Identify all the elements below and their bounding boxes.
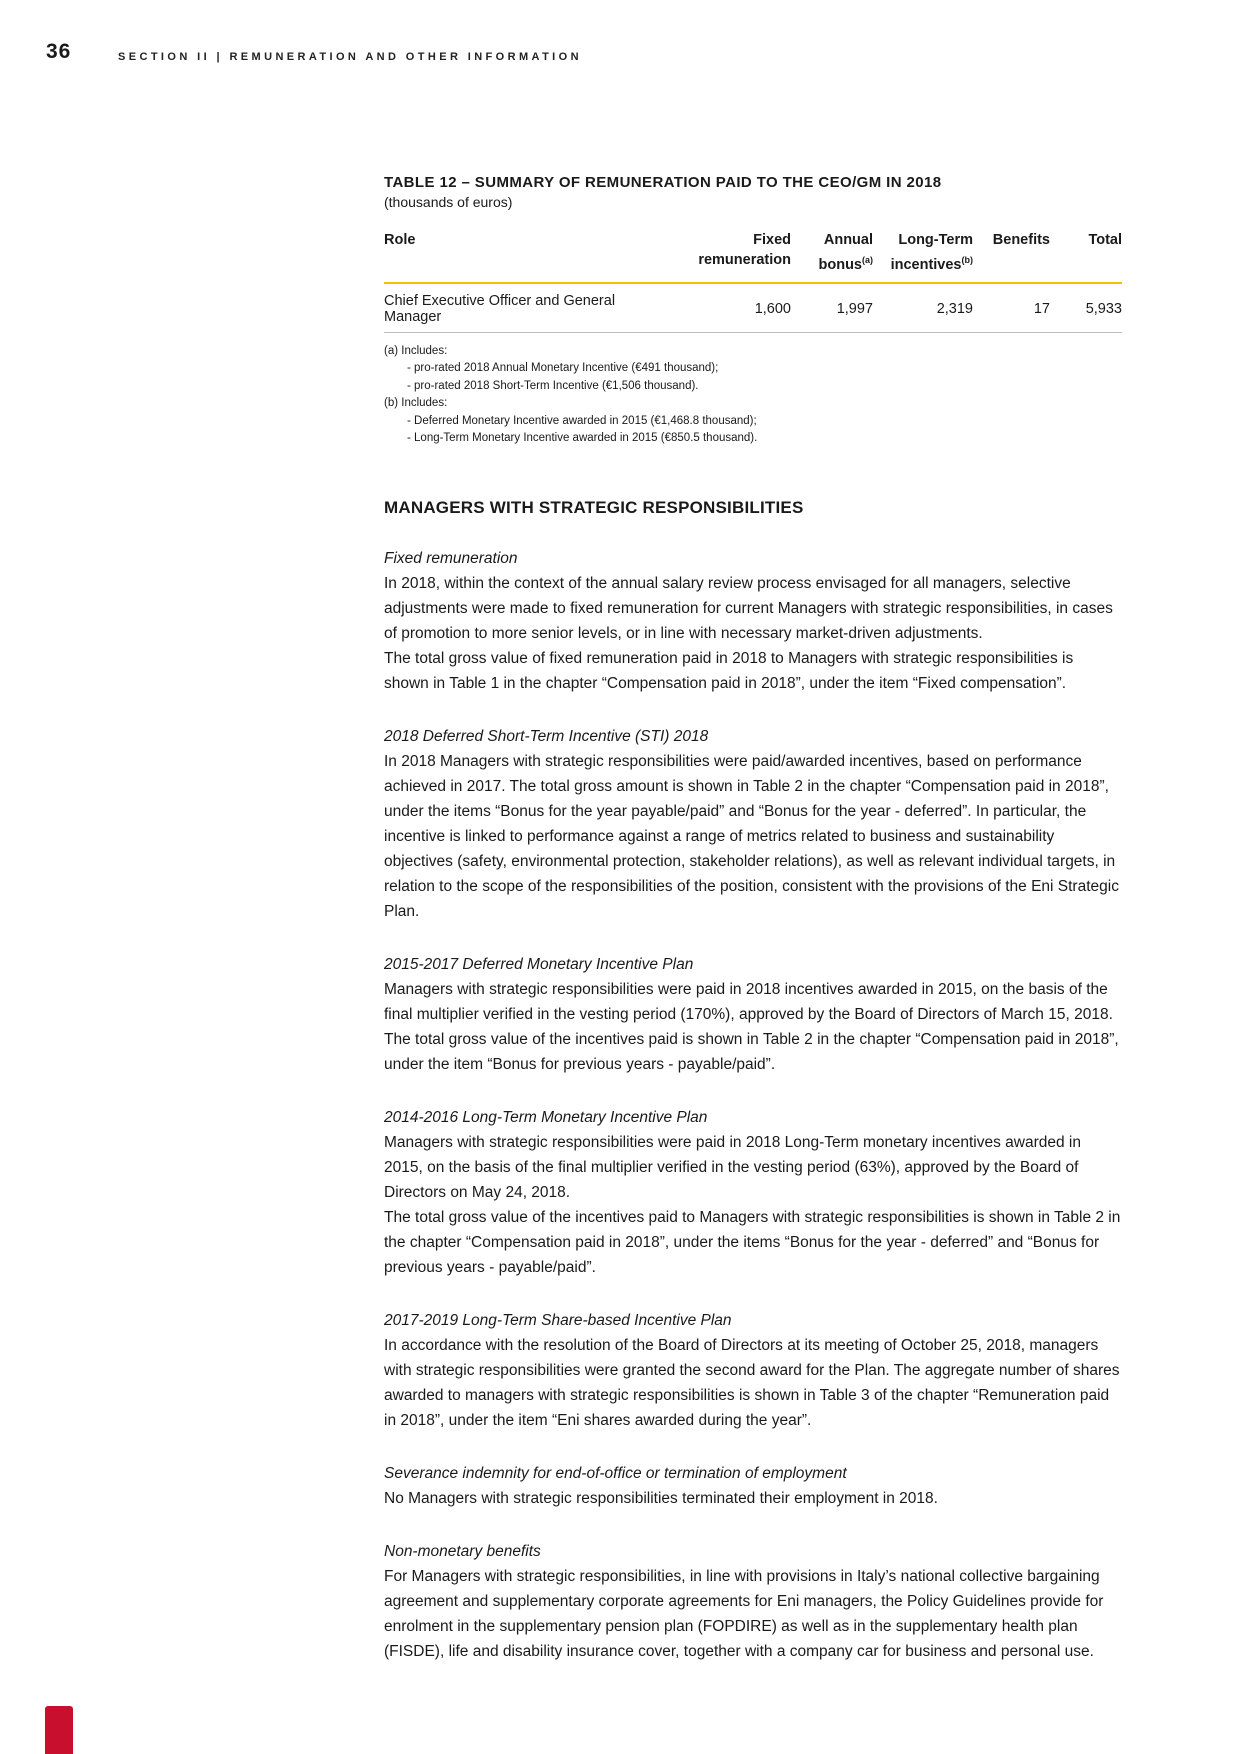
subsection-title: Severance indemnity for end-of-office or termination of employment <box>384 1464 847 1482</box>
subsection-title: 2014-2016 Long-Term Monetary Incentive Plan <box>384 1108 708 1126</box>
table-title: TABLE 12 – SUMMARY OF REMUNERATION PAID TO THE CEO/GM IN 2018 <box>384 174 942 191</box>
paragraph: The total gross value of fixed remuneration paid in 2018 to Managers with strategic responsibilities is shown in Table 1 in the chapter “Compensation paid in 2018”, under the item “Fixed compensation”. <box>384 649 1074 692</box>
column-header-benefits: Benefits <box>973 230 1050 283</box>
page-content <box>384 174 1122 1664</box>
column-header-annual <box>791 230 873 283</box>
paragraph: No Managers with strategic responsibilities terminated their employment in 2018. <box>384 1489 938 1507</box>
column-header-role: Role <box>384 230 673 283</box>
paragraph: The total gross value of the incentives paid to Managers with strategic responsibilities is shown in Table 2 in the chapter “Compensation paid in 2018”, under the items “Bonus for the year - deferred” and “Bonus for previous years - payable/paid”. <box>384 1208 1121 1276</box>
paragraph: In 2018 Managers with strategic responsibilities were paid/awarded incentives, based on performance achieved in 2017. The total gross amount is shown in Table 2 in the chapter “Compensation paid in 2018”, under the items “Bonus for the year payable/paid” and “Bonus for the year - deferred”. In particular, the incentive is linked to performance against a range of metrics related to business and sustainability objectives (safety, environmental protection, stakeholder relations), as well as relevant individual targets, in relation to the scope of the responsibilities of the position, consistent with the provisions of the Eni Strategic Plan. <box>384 752 1119 920</box>
subsection-title: 2018 Deferred Short-Term Incentive (STI) 2018 <box>384 727 709 745</box>
column-header-annual-line2: bonus <box>818 256 862 273</box>
footnote-a-label: (a) Includes: <box>384 344 448 357</box>
cell-fixed: 1,600 <box>673 283 791 333</box>
section-heading: MANAGERS WITH STRATEGIC RESPONSIBILITIES <box>384 497 804 517</box>
subsection-non-monetary-benefits <box>384 1539 1122 1664</box>
footnote-b-item2: - Long-Term Monetary Incentive awarded in 2015 (€850.5 thousand). <box>407 432 758 445</box>
column-header-long-term <box>873 230 973 283</box>
footnote-b-item1: - Deferred Monetary Incentive awarded in 2015 (€1,468.8 thousand); <box>407 414 757 427</box>
subsection-title: 2015-2017 Deferred Monetary Incentive Plan <box>384 955 694 973</box>
column-header-total: Total <box>1050 230 1122 283</box>
column-header-fixed-line2: remuneration <box>698 252 791 268</box>
footnote-ref-a: (a) <box>862 255 873 265</box>
cell-annual: 1,997 <box>791 283 873 333</box>
cell-benefits: 17 <box>973 283 1050 333</box>
column-header-lt-line2: incentives <box>890 256 962 273</box>
paragraph: Managers with strategic responsibilities were paid in 2018 Long-Term monetary incentives awarded in 2015, on the basis of the final multiplier verified in the vesting period (63%), approved by the Board of Directors on May 24, 2018. <box>384 1133 1081 1201</box>
running-header: SECTION II | REMUNERATION AND OTHER INFORMATION <box>118 51 582 63</box>
cell-role: Chief Executive Officer and General Manager <box>384 283 673 333</box>
paragraph: Managers with strategic responsibilities were paid in 2018 incentives awarded in 2015, on the basis of the final multiplier verified in the vesting period (170%), approved by the Board of Directors of March 15, 2018. The total gross value of the incentives paid is shown in Table 2 in the chapter “Compensation paid in 2018”, under the item “Bonus for previous years - payable/paid”. <box>384 980 1119 1073</box>
footnote-b-label: (b) Includes: <box>384 397 448 410</box>
footnote-ref-b: (b) <box>961 255 973 265</box>
page-edge-tab <box>45 1706 73 1754</box>
remuneration-table <box>384 230 1122 333</box>
column-header-fixed-line1: Fixed <box>753 232 791 248</box>
paragraph: In 2018, within the context of the annual salary review process envisaged for all managers, selective adjustments were made to fixed remuneration for current Managers with strategic responsibilities, in cases of promotion to more senior levels, or in line with necessary market-driven adjustments. <box>384 574 1113 642</box>
subsection-long-term-monetary-plan <box>384 1105 1122 1280</box>
paragraph: In accordance with the resolution of the Board of Directors at its meeting of October 25, 2018, managers with strategic responsibilities were granted the second award for the Plan. The aggregate number of shares awarded to managers with strategic responsibilities is shown in Table 3 of the chapter “Remuneration paid in 2018”, under the item “Eni shares awarded during the year”. <box>384 1336 1120 1429</box>
footnote-a-item1: - pro-rated 2018 Annual Monetary Incentive (€491 thousand); <box>407 362 719 375</box>
table-row <box>384 283 1122 333</box>
cell-long-term: 2,319 <box>873 283 973 333</box>
table-header-row <box>384 230 1122 283</box>
subsection-share-based-plan <box>384 1308 1122 1433</box>
paragraph: For Managers with strategic responsibilities, in line with provisions in Italy’s national collective bargaining agreement and supplementary corporate agreements for Eni managers, the Policy Guidelines provide for enrolment in the supplementary pension plan (FOPDIRE) as well as in the supplementary health plan (FISDE), life and disability insurance cover, together with a company car for business and personal use. <box>384 1567 1104 1660</box>
column-header-fixed <box>673 230 791 283</box>
footnote-a-item2: - pro-rated 2018 Short-Term Incentive (€1,506 thousand). <box>407 379 699 392</box>
subsection-title: Fixed remuneration <box>384 549 518 567</box>
subsection-fixed-remuneration <box>384 546 1122 696</box>
subsection-title: Non-monetary benefits <box>384 1542 541 1560</box>
table-footnotes <box>384 343 1122 448</box>
column-header-annual-line1: Annual <box>823 232 873 248</box>
subsection-deferred-sti <box>384 724 1122 924</box>
table-subtitle: (thousands of euros) <box>384 194 513 210</box>
subsection-severance <box>384 1461 1122 1511</box>
column-header-lt-line1: Long-Term <box>898 232 973 248</box>
subsection-deferred-monetary-plan <box>384 952 1122 1077</box>
page-number: 36 <box>46 40 72 63</box>
subsection-title: 2017-2019 Long-Term Share-based Incentive Plan <box>384 1311 732 1329</box>
cell-total: 5,933 <box>1050 283 1122 333</box>
